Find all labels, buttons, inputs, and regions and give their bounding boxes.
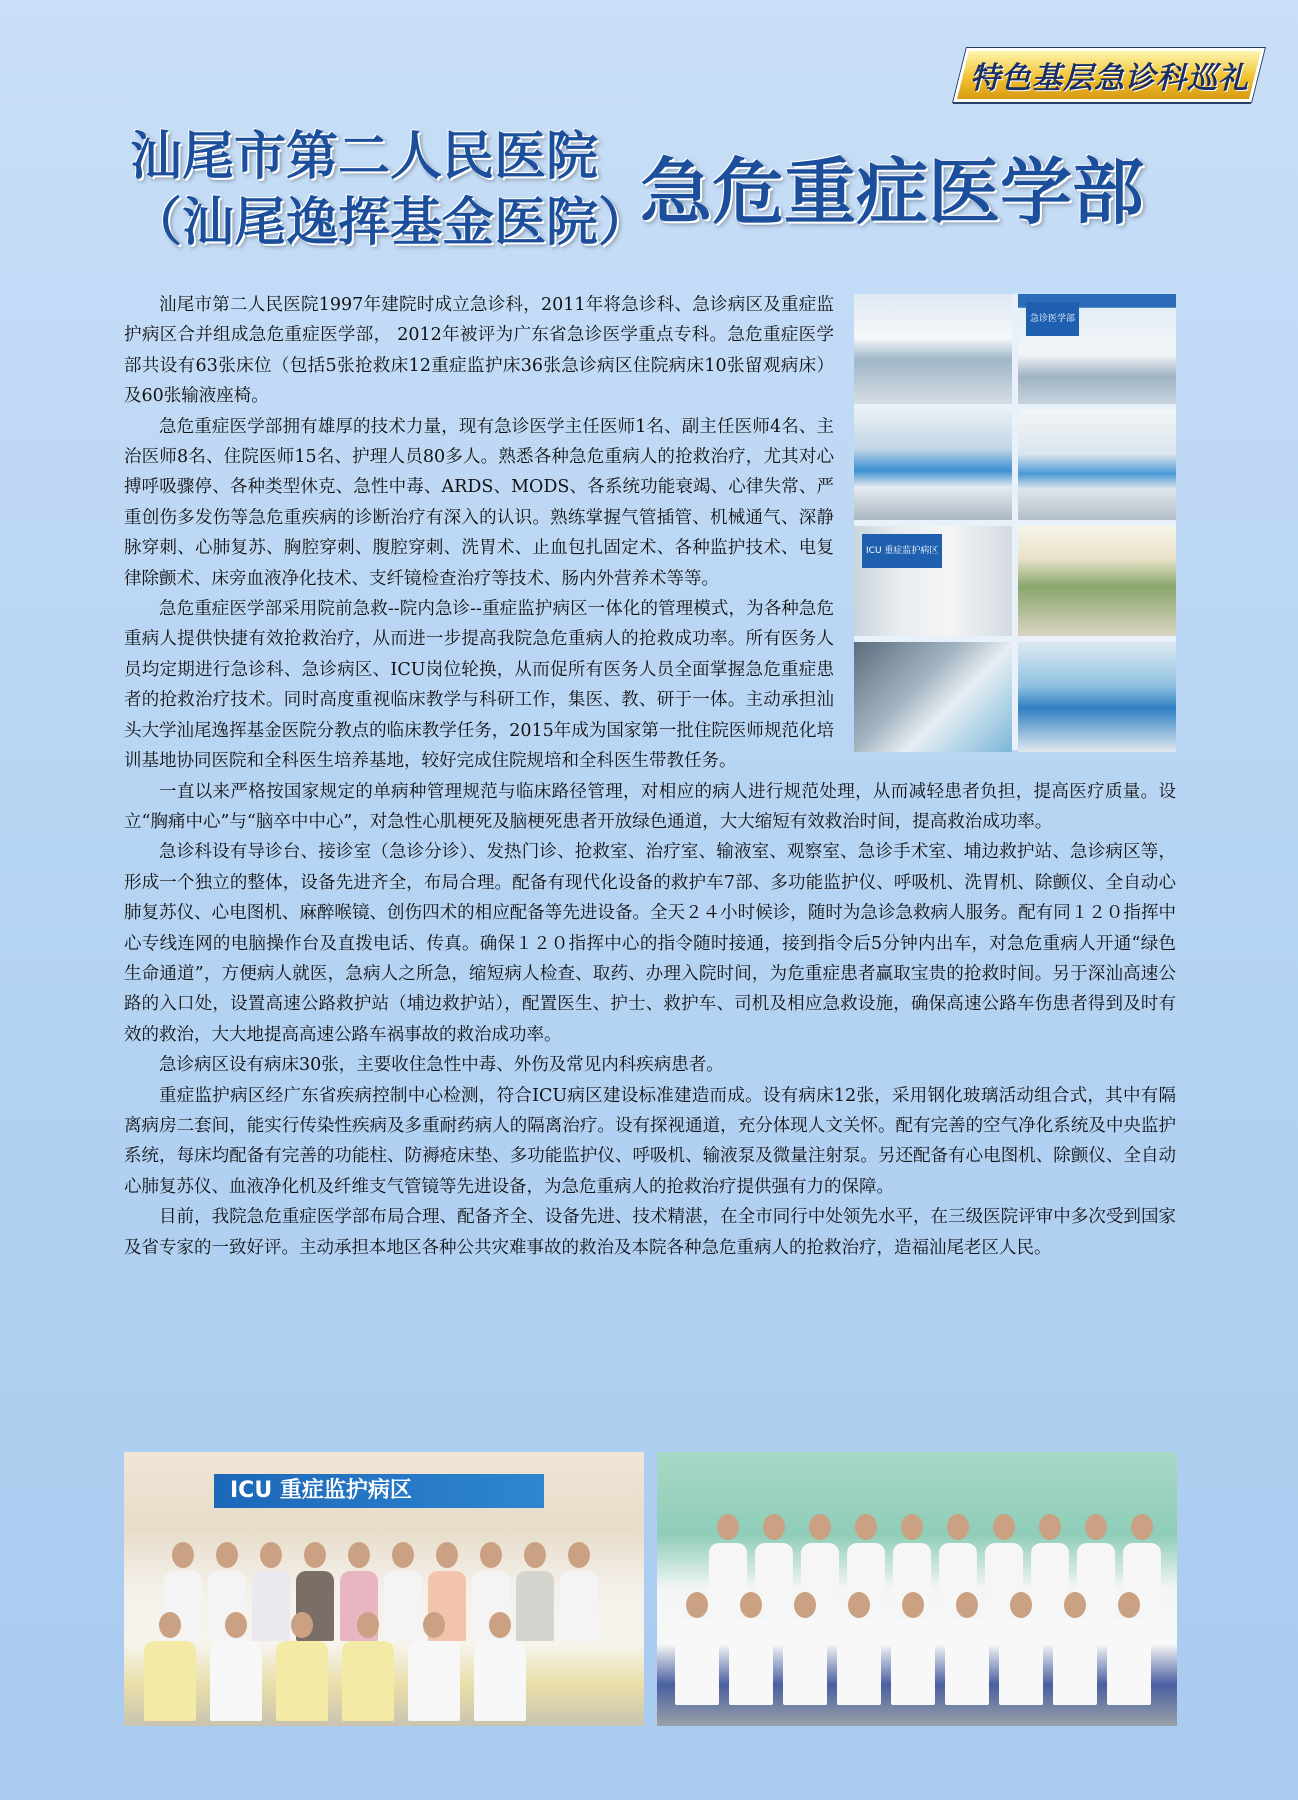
staff-front-row (675, 1592, 1151, 1705)
person (342, 1612, 394, 1721)
photo-emergency-corridor (1018, 294, 1176, 404)
column-badge-text: 特色基层急诊科巡礼 (969, 61, 1249, 96)
photo-emergency-team (657, 1452, 1177, 1726)
article-body (124, 290, 1176, 1263)
paragraph: 急危重症医学部拥有雄厚的技术力量，现有急诊医学主任医师1名、副主任医师4名、主治医师8名、住院医师15名、护理人员80多人。熟悉各种急危重病人的抢救治疗，尤其对心搏呼吸骤停、各种类型休克、急性中毒、ARDS、MODS、各系统功能衰竭、心律失常、严重创伤多发伤等急危重疾病的诊断治疗有深入的认识。熟练掌握气管插管、机械通气、深静脉穿刺、心肺复苏、胸腔穿刺、腹腔穿刺、洗胃术、止血包扎固定术、各种监护技术、电复律除颤术、床旁血液净化技术、支纤镜检查治疗等技术、肠内外营养术等等。 (124, 416, 834, 589)
person (144, 1612, 196, 1721)
photo-icu-team (124, 1452, 644, 1726)
person (783, 1592, 827, 1705)
person (408, 1612, 460, 1721)
photo-reception-desk (854, 294, 1012, 404)
person (210, 1612, 262, 1721)
hospital-name (130, 124, 650, 256)
paragraph: 目前，我院急危重症医学部布局合理、配备齐全、设备先进、技术精湛，在全市同行中处领先水平，在三级医院评审中多次受到国家及省专家的一致好评。主动承担本地区各种公共灾难事故的救治及本院各种急危重病人的抢救治疗，造福汕尾老区人民。 (124, 1207, 1176, 1258)
icu-sign: ICU 重症监护病区 (214, 1474, 544, 1508)
paragraph: 汕尾市第二人民医院1997年建院时成立急诊科，2011年将急诊科、急诊病区及重症监护病区合并组成急危重症医学部， 2012年被评为广东省急诊医学重点专科。急危重症医学部共设有63张床位（包括5张抢救床12重症监护床36张急诊病区住院病床10张留观病床）及60张输液座椅。 (124, 295, 834, 407)
photo-medical-staff-treating (1018, 642, 1176, 752)
person (675, 1592, 719, 1705)
photo-icu-entrance (854, 526, 1012, 636)
paragraph: 重症监护病区经广东省疾病控制中心检测，符合ICU病区建设标准建造而成。设有病床12张，采用钢化玻璃活动组合式，其中有隔离病房二套间，能实行传染性疾病及多重耐药病人的隔离治疗。设有探视通道，充分体现人文关怀。配有完善的空气净化系统及中央监护系统，每床均配备有完善的功能柱、防褥疮床垫、多功能监护仪、呼吸机、输液泵及微量注射泵。另还配备有心电图机、除颤仪、全自动心肺复苏仪、血液净化机及纤维支气管镜等先进设备，为急危重病人的抢救治疗提供强有力的保障。 (124, 1085, 1176, 1197)
paragraph: 急危重症医学部采用院前急救--院内急诊--重症监护病区一体化的管理模式，为各种急危重病人提供快捷有效抢救治疗，从而进一步提高我院急危重病人的抢救成功率。所有医务人员均定期进行急诊科、急诊病区、ICU岗位轮换，从而促所有医务人员全面掌握急危重症患者的抢救治疗技术。同时高度重视临床教学与科研工作，集医、教、研于一体。主动承担汕头大学汕尾逸挥基金医院分教点的临床教学任务，2015年成为国家第一批住院医师规范化培训基地协同医院和全科医生培养基地，较好完成住院规培和全科医生带教任务。 (124, 599, 834, 772)
person (729, 1592, 773, 1705)
person (1053, 1592, 1097, 1705)
photo-icu-label: ICU 重症监护病区 (862, 534, 942, 568)
person (276, 1612, 328, 1721)
department-title: 急危重症医学部 (640, 149, 1145, 234)
paragraph: 一直以来严格按国家规定的单病种管理规范与临床路径管理，对相应的病人进行规范处理，从而减轻患者负担，提高医疗质量。设立“胸痛中心”与“脑卒中中心”，对急性心肌梗死及脑梗死患者开放绿色通道，大大缩短有效救治时间，提高救治成功率。 (124, 781, 1176, 832)
person (837, 1592, 881, 1705)
column-badge (953, 48, 1264, 102)
person (945, 1592, 989, 1705)
person (474, 1612, 526, 1721)
photo-sign-label: 急诊医学部 (1026, 302, 1079, 336)
hospital-name-line1: 汕尾市第二人民医院 (130, 126, 599, 187)
photo-grid (854, 294, 1176, 750)
person (999, 1592, 1043, 1705)
person (1107, 1592, 1151, 1705)
photo-icu-ward (1018, 526, 1176, 636)
photo-ward-beds (1018, 410, 1176, 520)
hospital-name-line2: （汕尾逸挥基金医院） (130, 192, 651, 253)
paragraph: 急诊病区设有病床30张，主要收住急性中毒、外伤及常见内科疾病患者。 (159, 1055, 724, 1076)
person (560, 1542, 598, 1641)
photo-resuscitation-room (854, 410, 1012, 520)
photo-ventilator-monitor (854, 642, 1012, 752)
staff-front-row (144, 1612, 526, 1721)
paragraph: 急诊科设有导诊台、接诊室（急诊分诊）、发热门诊、抢救室、治疗室、输液室、观察室、急诊手术室、埔边救护站、急诊病区等，形成一个独立的整体，设备先进齐全，布局合理。配备有现代化设备的救护车7部、多功能监护仪、呼吸机、洗胃机、除颤仪、全自动心肺复苏仪、心电图机、麻醉喉镜、创伤四术的相应配备等先进设备。全天２４小时候诊，随时为急诊急救病人服务。配有同１２０指挥中心专线连网的电脑操作台及直拨电话、传真。确保１２０指挥中心的指令随时接通，接到指令后5分钟内出车，对急危重病人开通“绿色生命通道”，方便病人就医，急病人之所急，缩短病人检查、取药、办理入院时间，为危重症患者赢取宝贵的抢救时间。另于深汕高速公路的入口处，设置高速公路救护站（埔边救护站），配置医生、护士、救护车、司机及相应急救设施，确保高速公路车伤患者得到及时有效的救治，大大地提高高速公路车祸事故的救治成功率。 (124, 842, 1176, 1045)
person (891, 1592, 935, 1705)
